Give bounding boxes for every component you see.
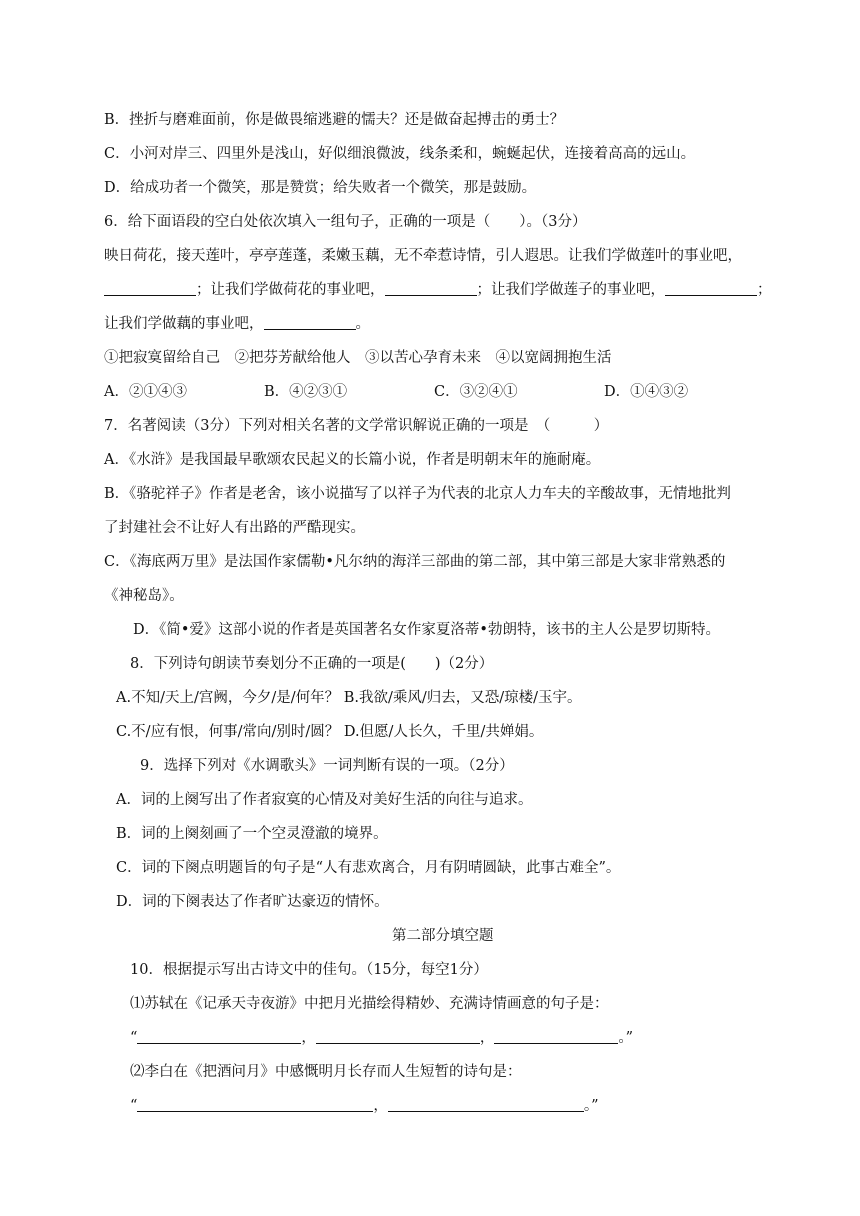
option-5d: D．给成功者一个微笑，那是赞赏；给失败者一个微笑，那是鼓励。	[104, 180, 537, 196]
question-7-option-b-line-2: 了封建社会不让好人有出路的严酷现实。	[104, 520, 365, 536]
comma: ，	[373, 1098, 388, 1114]
question-6-option-b: B．④②③①	[264, 384, 348, 400]
passage-text: ；让我们学做荷花的事业吧，	[196, 282, 385, 298]
comma: ，	[301, 1030, 316, 1046]
passage-text: 。	[355, 316, 370, 332]
question-8-stem: 8．下列诗句朗读节奏划分不正确的一项是( )（2分）	[130, 656, 494, 672]
answer-blank[interactable]	[137, 1029, 301, 1044]
passage-text: ；让我们学做莲子的事业吧，	[476, 282, 665, 298]
question-7-option-c-line-1: C．《海底两万里》是法国作家儒勒•凡尔纳的海洋三部曲的第二部，其中第三部是大家非常熟悉的	[104, 554, 726, 570]
question-7-option-c-line-2: 《神秘岛》。	[104, 588, 184, 604]
quote-open: “	[130, 1030, 138, 1046]
question-9-stem: 9．选择下列对《水调歌头》一词判断有误的一项。（2分）	[140, 758, 514, 774]
answer-blank[interactable]	[388, 1097, 584, 1112]
option-5c: C．小河对岸三、四里外是浅山，好似细浪微波，线条柔和，蜿蜒起伏，连接着高高的远山。	[104, 146, 696, 162]
question-6-passage-line-1: 映日荷花，接天莲叶，亭亭莲蓬，柔嫩玉藕，无不牵惹诗情，引人遐思。让我们学做莲叶的事业吧，	[104, 248, 742, 264]
question-10-item-2: ⑵李白在《把酒问月》中感慨明月长存而人生短暂的诗句是：	[130, 1064, 522, 1080]
answer-blank[interactable]	[494, 1029, 618, 1044]
question-6-passage-line-3	[104, 314, 370, 334]
section-heading: 第二部分填空题	[392, 928, 494, 944]
question-9-option-b: B．词的上阕刻画了一个空灵澄澈的境界。	[116, 826, 388, 842]
quote-close: 。”	[618, 1030, 634, 1046]
question-7-option-a: A．《水浒》是我国最早歌颂农民起义的长篇小说，作者是明朝末年的施耐庵。	[104, 452, 601, 468]
question-10-item-1-blanks	[130, 1028, 633, 1048]
question-6-stem: 6．给下面语段的空白处依次填入一组句子，正确的一项是（ ）。（3分）	[104, 214, 587, 230]
question-10-item-2-blanks	[130, 1096, 599, 1116]
question-8-options-ab: A.不知/天上/宫阙，今夕/是/何年？ B.我欲/乘风/归去，又恐/琼楼/玉宇。	[116, 690, 582, 706]
question-6-passage-line-2	[104, 280, 772, 300]
answer-blank[interactable]	[137, 1097, 373, 1112]
question-6-sentence-list: ①把寂寞留给自己 ②把芬芳献给他人 ③以苦心孕育未来 ④以宽阔拥抱生活	[104, 350, 612, 366]
answer-blank[interactable]	[316, 1029, 480, 1044]
answer-blank[interactable]	[264, 315, 356, 330]
question-6-option-c: C．③②④①	[434, 384, 518, 400]
answer-blank[interactable]	[104, 281, 196, 296]
option-5b: B．挫折与磨难面前，你是做畏缩逃避的懦夫？还是做奋起搏击的勇士？	[104, 112, 565, 128]
question-9-option-c: C．词的下阕点明题旨的句子是“人有悲欢离合，月有阴晴圆缺，此事古难全”。	[116, 860, 621, 876]
answer-blank[interactable]	[385, 281, 477, 296]
answer-blank[interactable]	[665, 281, 757, 296]
question-7-option-b-line-1: B．《骆驼祥子》作者是老舍，该小说描写了以祥子为代表的北京人力车夫的辛酸故事，无情地批判	[104, 486, 731, 502]
question-7-option-d: D．《简•爱》这部小说的作者是英国著名女作家夏洛蒂•勃朗特，该书的主人公是罗切斯特。	[133, 622, 720, 638]
question-10-item-1: ⑴苏轼在《记承天寺夜游》中把月光描绘得精妙、充满诗情画意的句子是：	[130, 996, 609, 1012]
passage-text: ；	[757, 282, 772, 298]
quote-close: 。”	[583, 1098, 599, 1114]
question-9-option-d: D．词的下阕表达了作者旷达豪迈的情怀。	[116, 894, 389, 910]
quote-open: “	[130, 1098, 138, 1114]
question-9-option-a: A．词的上阕写出了作者寂寞的心情及对美好生活的向往与追求。	[116, 792, 533, 808]
question-6-option-a: A．②①④③	[104, 384, 187, 400]
question-7-stem: 7．名著阅读（3分）下列对相关名著的文学常识解说正确的一项是 （ ）	[104, 418, 609, 434]
passage-text: 让我们学做藕的事业吧，	[104, 316, 264, 332]
comma: ，	[479, 1030, 495, 1046]
question-10-stem: 10．根据提示写出古诗文中的佳句。（15分，每空1分）	[130, 962, 488, 978]
question-8-options-cd: C.不/应有恨，何事/常向/别时/圆？ D.但愿/人长久，千里/共婵娟。	[116, 724, 544, 740]
question-6-option-d: D．①④③②	[604, 384, 689, 400]
